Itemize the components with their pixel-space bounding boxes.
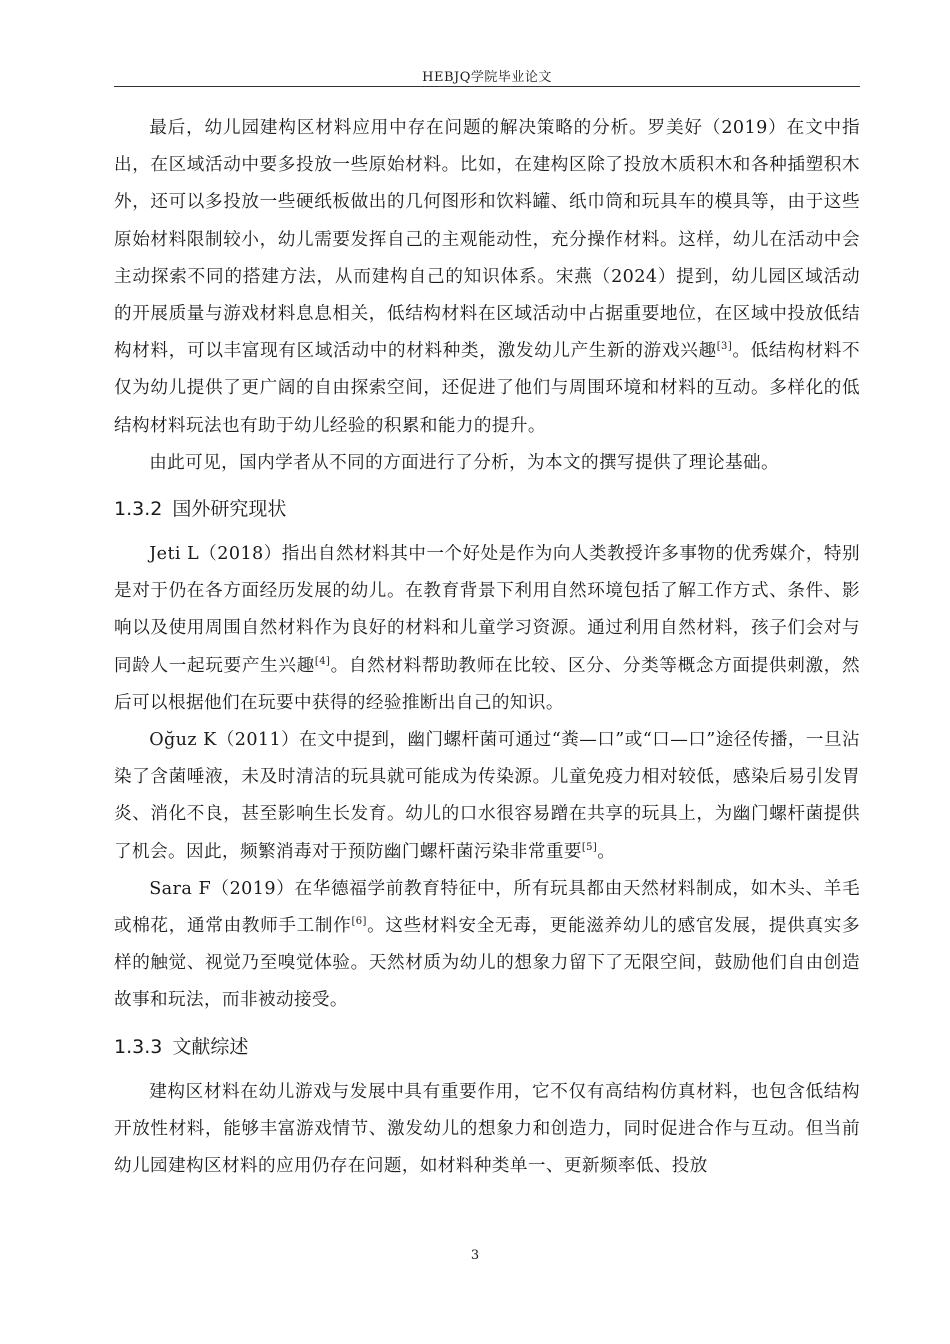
paragraph-strategies bbox=[114, 110, 860, 445]
header-rule bbox=[114, 86, 860, 87]
paragraph-review: 建构区材料在幼儿游戏与发展中具有重要作用，它不仅有高结构仿真材料，也包含低结构开放性材料，能够丰富游戏情节、激发幼儿的想象力和创造力，同时促进合作与互动。但当前幼儿园建构区材料的应用仍存在问题，如材料种类单一、更新频率低、投放 bbox=[114, 1081, 860, 1177]
section-title: 文献综述 bbox=[172, 1035, 249, 1058]
paragraph-text: Oğuz K（2011）在文中提到，幽门螺杆菌可通过“粪—口”或“口—口”途径传播，一旦沾染了含菌唾液，未及时清洁的玩具就可能成为传染源。儿童免疫力相对较低，感染后易引发胃炎、消化不良，甚至影响生长发育。幼儿的口水很容易蹭在共享的玩具上，为幽门螺杆菌提供了机会。因此，频繁消毒对于预防幽门螺杆菌污染非常重要 bbox=[114, 730, 860, 862]
citation-ref: [5] bbox=[581, 841, 598, 853]
paragraph-oguz bbox=[114, 722, 860, 871]
section-heading-literature-review bbox=[114, 1020, 860, 1074]
paragraph-text: Jeti L（2018）指出自然材料其中一个好处是作为向人类教授许多事物的优秀媒介，特别是对于仍在各方面经历发展的幼儿。在教育背景下利用自然环境包括了解工作方式、条件、影响以及使用周围自然材料作为良好的材料和儿童学习资源。通过利用自然材料，孩子们会对与同龄人一起玩要产生兴趣 bbox=[114, 544, 860, 676]
paragraph-summary: 由此可见，国内学者从不同的方面进行了分析，为本文的撰写提供了理论基础。 bbox=[149, 452, 779, 473]
section-title: 国外研究现状 bbox=[172, 498, 287, 521]
paragraph-text: 。低结构材料不仅为幼儿提供了更广阔的自由探索空间，还促进了他们与周围环境和材料的互动。多样化的低结构材料玩法也有助于幼儿经验的积累和能力的提升。 bbox=[114, 341, 860, 436]
paragraph-text: 。自然材料帮助教师在比较、区分、分类等概念方面提供刺激，然后可以根据他们在玩要中获得的经验推断出自己的知识。 bbox=[114, 655, 860, 713]
paragraph-text: 最后，幼儿园建构区材料应用中存在问题的解决策略的分析。罗美好（2019）在文中指出，在区域活动中要多投放一些原始材料。比如，在建构区除了投放木质积木和各种插塑积木外，还可以多投放一些硬纸板做出的几何图形和饮料罐、纸巾筒和玩具车的模具等，由于这些原始材料限制较小，幼儿需要发挥自己的主观能动性，充分操作材料。这样，幼儿在活动中会主动探索不同的搭建方法，从而建构自己的知识体系。宋燕（2024）提到，幼儿园区域活动的开展质量与游戏材料息息相关，低结构材料在区域活动中占据重要地位，在区域中投放低结构材料，可以丰富现有区域活动中的材料种类，激发幼儿产生新的游戏兴趣 bbox=[114, 118, 860, 362]
section-number: 1.3.2 bbox=[114, 498, 163, 521]
section-heading-foreign-research bbox=[114, 482, 860, 536]
paragraph-text: Sara F（2019）在华德福学前教育特征中，所有玩具都由天然材料制成，如木头、羊毛或棉花，通常由教师手工制作 bbox=[114, 878, 860, 937]
page-header: HEBJQ学院毕业论文 bbox=[422, 70, 552, 85]
paragraph-text: 。这些材料安全无毒，更能滋养幼儿的感官发展，提供真实多样的触觉、视觉乃至嗅觉体验。天然材质为幼儿的想象力留下了无限空间，鼓励他们自由创造故事和玩法，而非被动接受。 bbox=[114, 916, 860, 1011]
citation-ref: [4] bbox=[314, 655, 331, 667]
section-number: 1.3.3 bbox=[114, 1035, 163, 1058]
paragraph-text: 。 bbox=[597, 841, 616, 862]
citation-ref: [6] bbox=[351, 916, 367, 928]
page-body bbox=[114, 110, 860, 1185]
paragraph-sara bbox=[114, 871, 860, 1020]
paragraph-jeti bbox=[114, 536, 860, 722]
citation-ref: [3] bbox=[716, 341, 733, 353]
page-number: 3 bbox=[470, 1248, 480, 1263]
